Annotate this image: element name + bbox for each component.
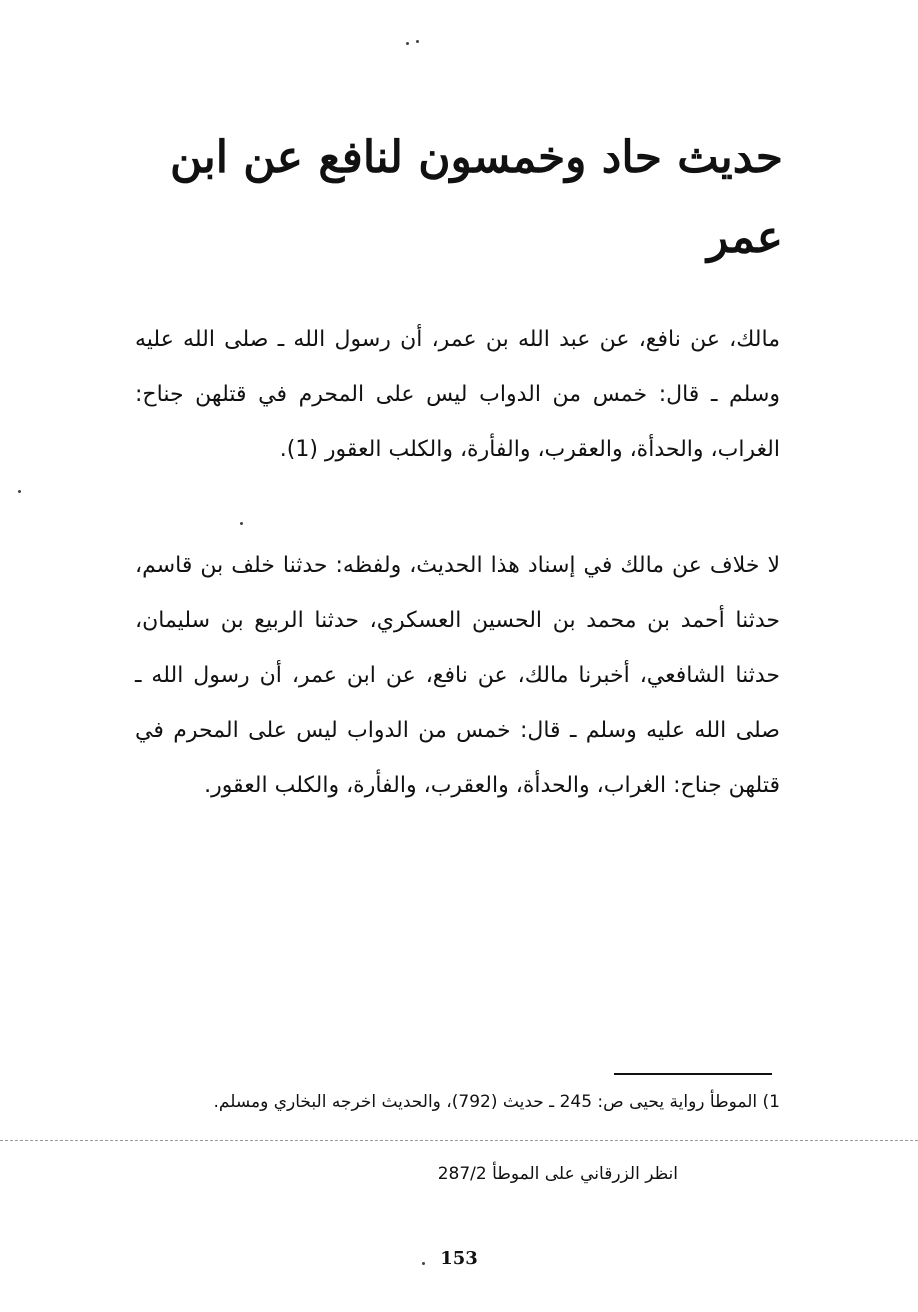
scan-speck bbox=[18, 490, 21, 493]
footnote-text: 1) الموطأ رواية يحيى ص: 245 ـ حديث (792)، والحديث اخرجه البخاري ومسلم. bbox=[213, 1092, 780, 1112]
scan-speck bbox=[416, 40, 419, 43]
commentary-paragraph: لا خلاف عن مالك في إسناد هذا الحديث، ولفظه: حدثنا خلف بن قاسم، حدثنا أحمد بن محمد بن الحسين العسكري، حدثنا الربيع بن سليمان، حدثنا الشافعي، أخبرنا مالك، عن نافع، عن ابن عمر، أن رسول الله ـ صلى الله عليه وسلم ـ قال: خمس من الدواب ليس على المحرم في قتلهن جناح: الغراب، والحدأة، والعقرب، والفأرة، والكلب العقور. bbox=[135, 553, 780, 798]
scan-speck bbox=[406, 42, 409, 45]
scan-speck bbox=[422, 1262, 425, 1265]
page-number: 153 bbox=[440, 1248, 478, 1269]
footnote-reference: انظر الزرقاني على الموطأ 287/2 bbox=[437, 1164, 678, 1184]
hadith-text-paragraph: مالك، عن نافع، عن عبد الله بن عمر، أن رسول الله ـ صلى الله عليه وسلم ـ قال: خمس من الدواب ليس على المحرم في قتلهن جناح: الغراب، والحدأة، والعقرب، والفأرة، والكلب العقور (1). bbox=[135, 327, 780, 462]
scan-speck bbox=[240, 522, 243, 525]
scan-dash-artifact bbox=[0, 1140, 918, 1141]
footnote-separator bbox=[614, 1073, 772, 1075]
hadith-title: حديث حاد وخمسون لنافع عن ابن عمر bbox=[170, 132, 783, 263]
